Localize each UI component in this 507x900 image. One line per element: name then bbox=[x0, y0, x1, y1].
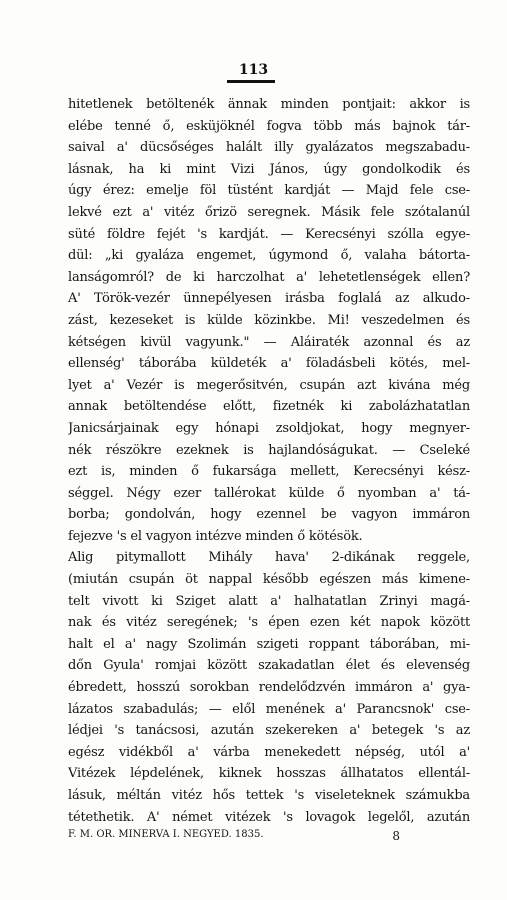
text-line: hitetlenek betöltenék ännak minden pontjait: akkor is bbox=[68, 97, 470, 112]
text-line: lédjei 's tanácsosi, azután szekereken a' betegek 's az bbox=[68, 723, 470, 739]
text-line: ébredett, hosszú sorokban rendelődzvén immáron a' gya- bbox=[68, 680, 470, 696]
text-line: dőn Gyula' romjai között szakadatlan élet és elevenség bbox=[68, 658, 470, 674]
body-text bbox=[68, 94, 470, 828]
text-line: elébe tenné ő, esküjöknél fogva több más bajnok tár- bbox=[68, 118, 470, 134]
text-line: lekvé ezt a' vitéz őrizö seregnek. Másik fele szótalanúl bbox=[68, 204, 470, 220]
text-line: halt el a' nagy Szolimán szigeti roppant táborában, mi- bbox=[68, 636, 470, 652]
text-line: A' Török-vezér ünnepélyesen irásba foglalá az alkudo- bbox=[68, 291, 470, 307]
text-line: ellenség' táborába küldeték a' föladásbeli kötés, mel- bbox=[68, 356, 470, 372]
text-line: Vitézek lépdelének, kiknek hosszas állhatatos ellentál- bbox=[68, 766, 470, 782]
text-line: süté földre fejét 's kardját. — Kerecsényi szólla egye- bbox=[68, 226, 470, 242]
text-line: annak betöltendése előtt, fizetnék ki zabolázhatatlan bbox=[68, 399, 470, 415]
signature-mark: 8 bbox=[392, 829, 400, 843]
text-line: lanságomról? de ki harczolhat a' lehetetlenségek ellen? bbox=[68, 269, 470, 285]
text-line: tétethetik. A' német vitézek 's lovagok legelől, azután bbox=[68, 809, 470, 825]
text-line: nék részökre ezeknek is hajlandóságukat. — Cseleké bbox=[68, 442, 470, 458]
text-line: lyet a' Vezér is megerősitvén, csupán azt kivána még bbox=[68, 377, 470, 393]
footer-imprint: F. M. OR. MINERVA I. NEGYED. 1835. bbox=[68, 829, 264, 840]
text-line: nak és vitéz seregének; 's épen ezen két napok között bbox=[68, 615, 470, 631]
text-line: egész vidékből a' várba menekedett népség, utól a' bbox=[68, 744, 470, 760]
text-line: telt vivott ki Sziget alatt a' halhatatlan Zrinyi magá- bbox=[68, 593, 470, 609]
page-footer bbox=[68, 829, 470, 843]
text-line: Alig pitymallott Mihály hava' 2-dikának reggele, bbox=[68, 550, 470, 566]
text-line: (miután csupán öt nappal később egészen más kimene- bbox=[68, 572, 470, 588]
text-line: lásnak, ha ki mint Vizi János, úgy gondolkodik és bbox=[68, 161, 470, 177]
text-line: Janicsárjainak egy hónapi zsoldjokat, hogy megnyer- bbox=[68, 420, 470, 436]
text-line: séggel. Négy ezer tallérokat külde ő nyomban a' tá- bbox=[68, 485, 470, 501]
header-rule bbox=[227, 80, 275, 83]
text-line: fejezve 's el vagyon intézve minden ő kötésök. bbox=[68, 528, 363, 544]
text-line: lásuk, méltán vitéz hős tettek 's viseleteknek számukba bbox=[68, 788, 470, 803]
text-line: saival a' dücsőséges halált illy gyalázatos megszabadu- bbox=[68, 140, 470, 156]
text-line: dül: „ki gyaláza engemet, úgymond ő, valaha bátorta- bbox=[68, 248, 470, 264]
text-line: borba; gondolván, hogy ezennel be vagyon immáron bbox=[68, 507, 470, 523]
text-line: ezt is, minden ő fukarsága mellett, Kerecsényi kész- bbox=[68, 464, 470, 480]
page-number: 113 bbox=[238, 62, 269, 78]
text-line: lázatos szabadulás; — elől menének a' Parancsnok' cse- bbox=[68, 701, 470, 717]
text-line: kétségen kivül vagyunk." — Aláiraték azonnal és az bbox=[68, 334, 470, 350]
text-line: zást, kezeseket is külde közinkbe. Mi! veszedelmen és bbox=[68, 312, 470, 328]
text-line: úgy érez: emelje föl tüstént kardját — Majd fele cse- bbox=[68, 183, 470, 199]
